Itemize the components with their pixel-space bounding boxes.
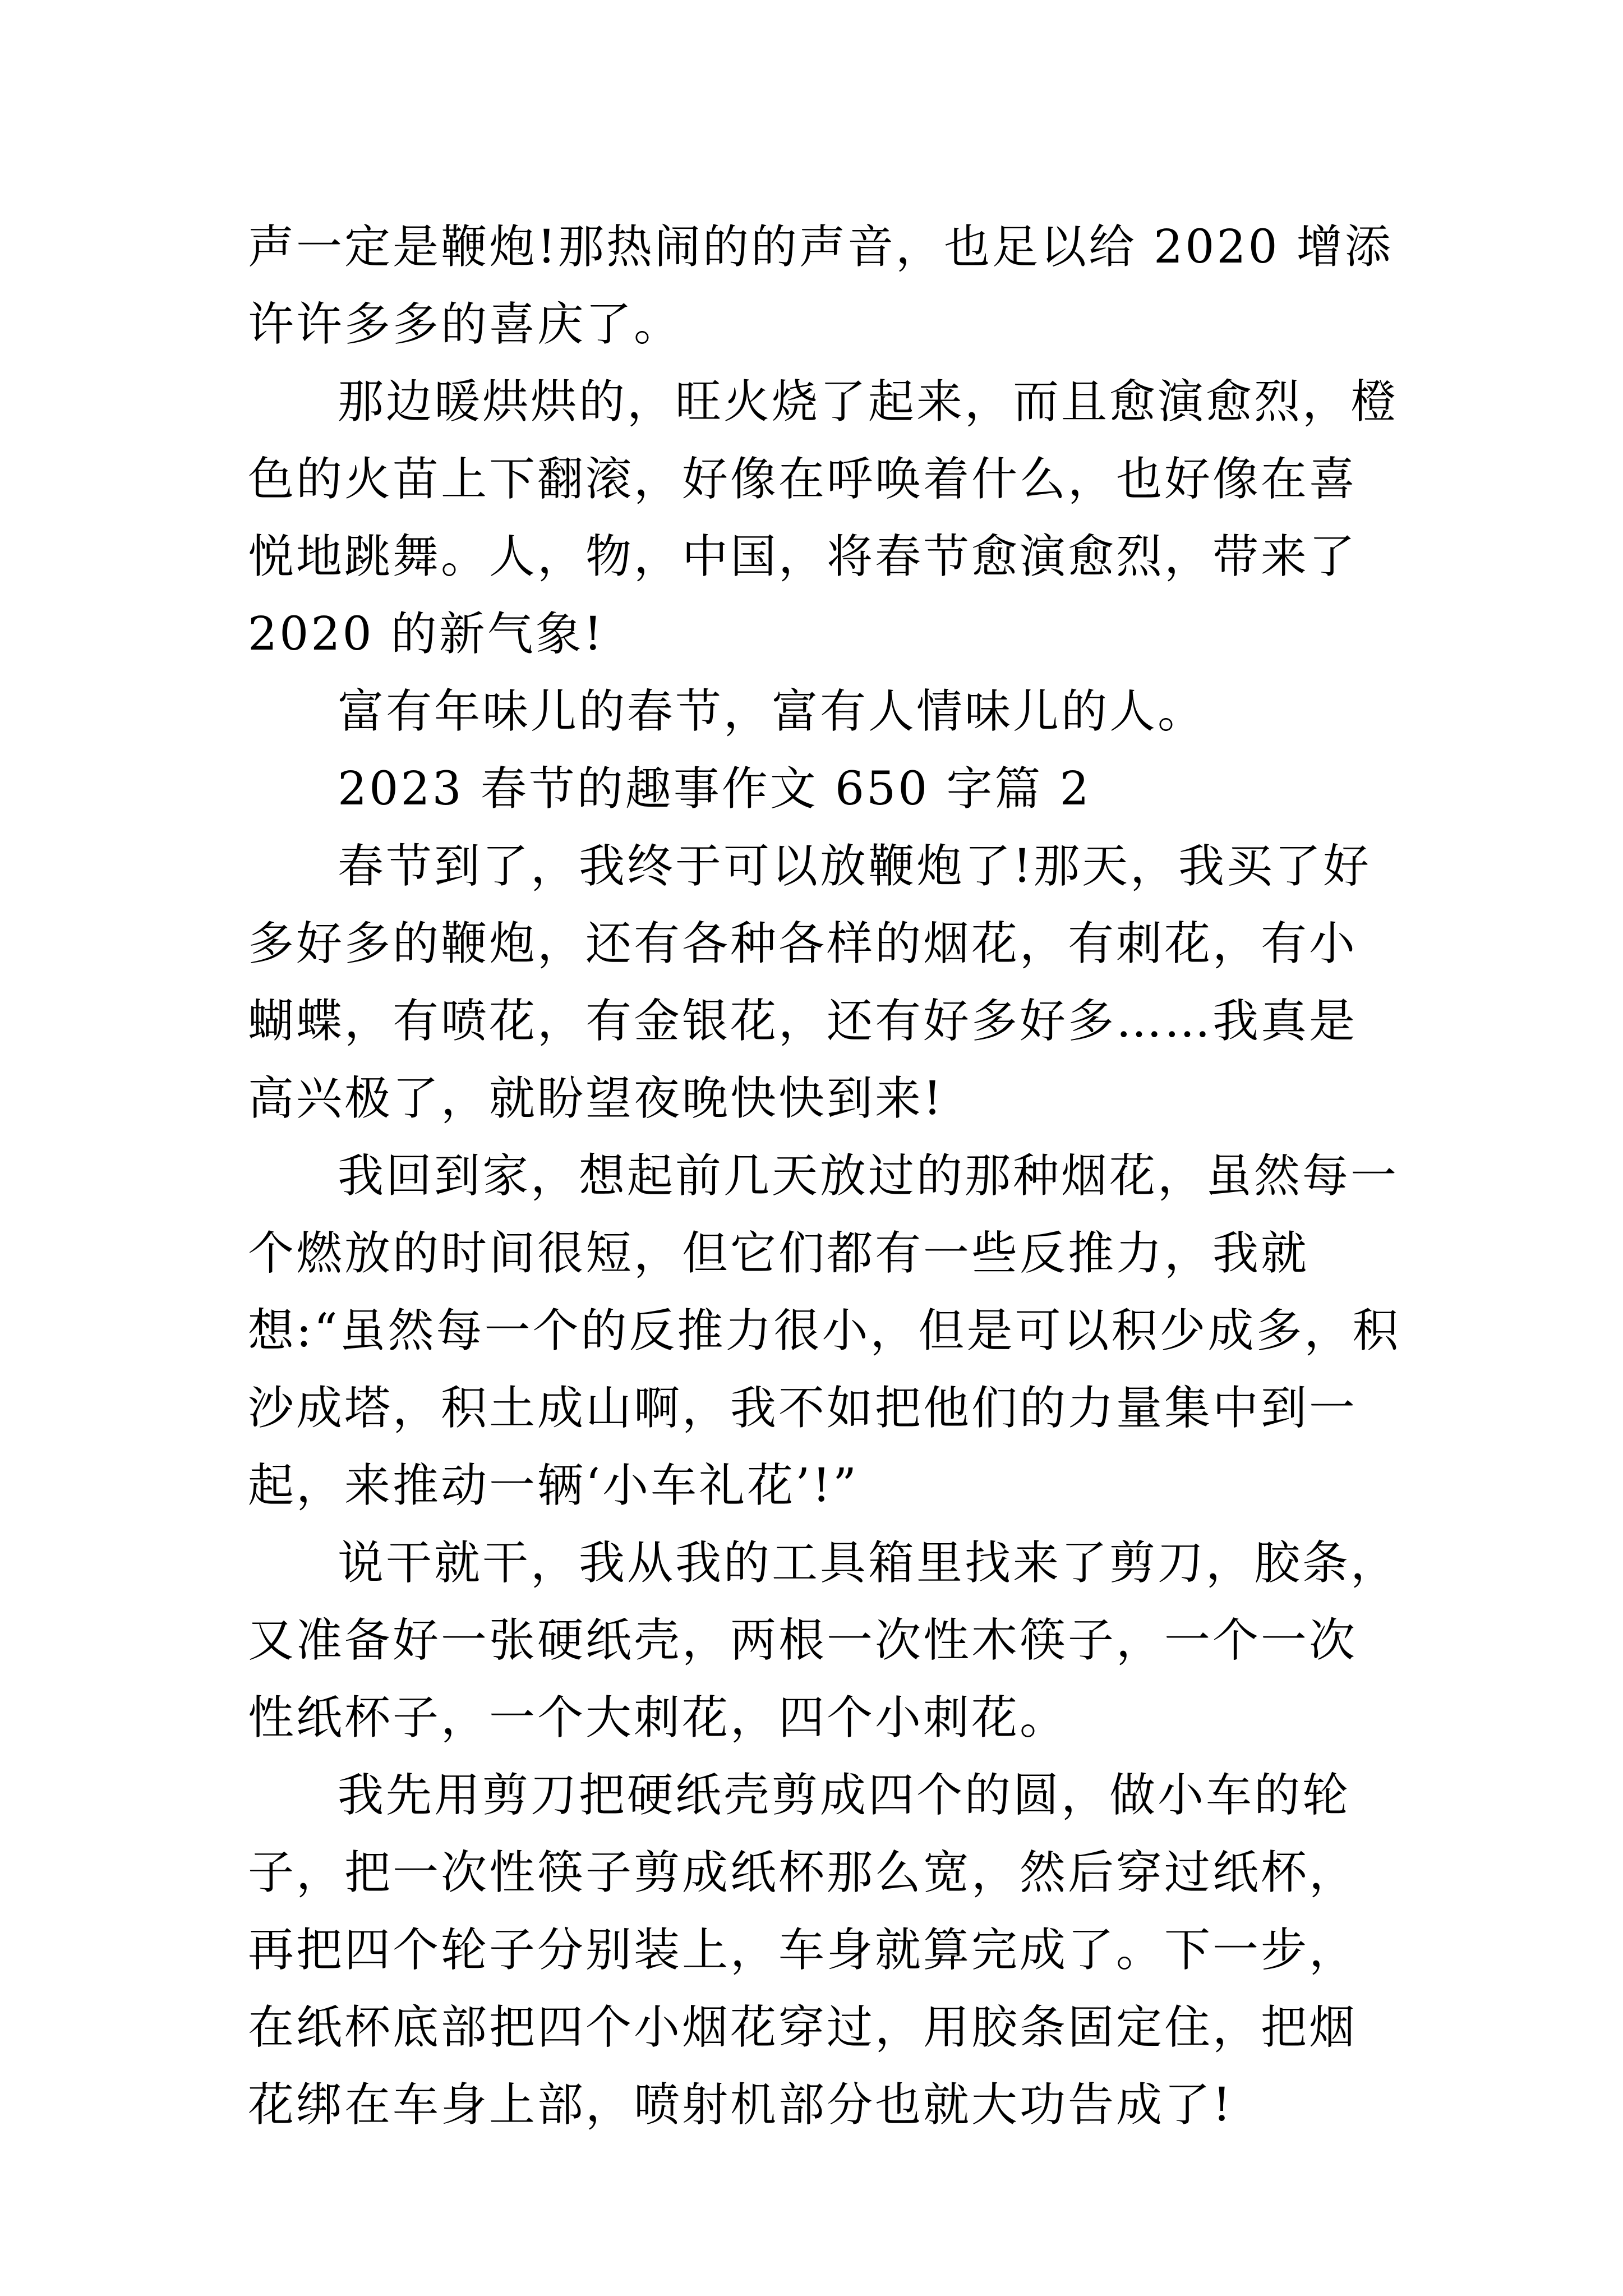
paragraph-7: 我先用剪刀把硬纸壳剪成四个的圆，做小车的轮子，把一次性筷子剪成纸杯那么宽，然后穿过纸杯，再把四个轮子分别装上，车身就算完成了。下一步，在纸杯底部把四个小烟花穿过，用胶条固定住，把烟花绑在车身上部，喷射机部分也就大功告成了!: [248, 1769, 1358, 2132]
paragraph-1: 声一定是鞭炮!那热闹的的声音，也足以给 2020 增添许许多多的喜庆了。: [248, 220, 1393, 351]
paragraph-3: 富有年味儿的春节，富有人情味儿的人。: [338, 685, 1206, 738]
section-heading: 2023 春节的趣事作文 650 字篇 2: [338, 762, 1091, 816]
paragraph-5: 我回到家，想起前几天放过的那种烟花，虽然每一个燃放的时间很短，但它们都有一些反推力，我就想:“虽然每一个的反推力很小，但是可以积少成多，积沙成塔，积土成山啊，我不如把他们的力量集中到一起，来推动一辆‘小车礼花’!”: [248, 1149, 1401, 1512]
paragraph-6: 说干就干，我从我的工具箱里找来了剪刀，胶条，又准备好一张硬纸壳，两根一次性木筷子，一个一次性纸杯子，一个大刺花，四个小刺花。: [248, 1536, 1399, 1745]
paragraph-4: 春节到了，我终于可以放鞭炮了!那天，我买了好多好多的鞭炮，还有各种各样的烟花，有刺花，有小蝴蝶，有喷花，有金银花，还有好多好多……我真是高兴极了，就盼望夜晚快快到来!: [248, 840, 1371, 1125]
document-body: [248, 209, 1403, 2144]
paragraph-2: 那边暖烘烘的，旺火烧了起来，而且愈演愈烈，橙色的火苗上下翻滚，好像在呼唤着什么，也好像在喜悦地跳舞。人，物，中国，将春节愈演愈烈，带来了 2020 的新气象!: [248, 375, 1399, 661]
